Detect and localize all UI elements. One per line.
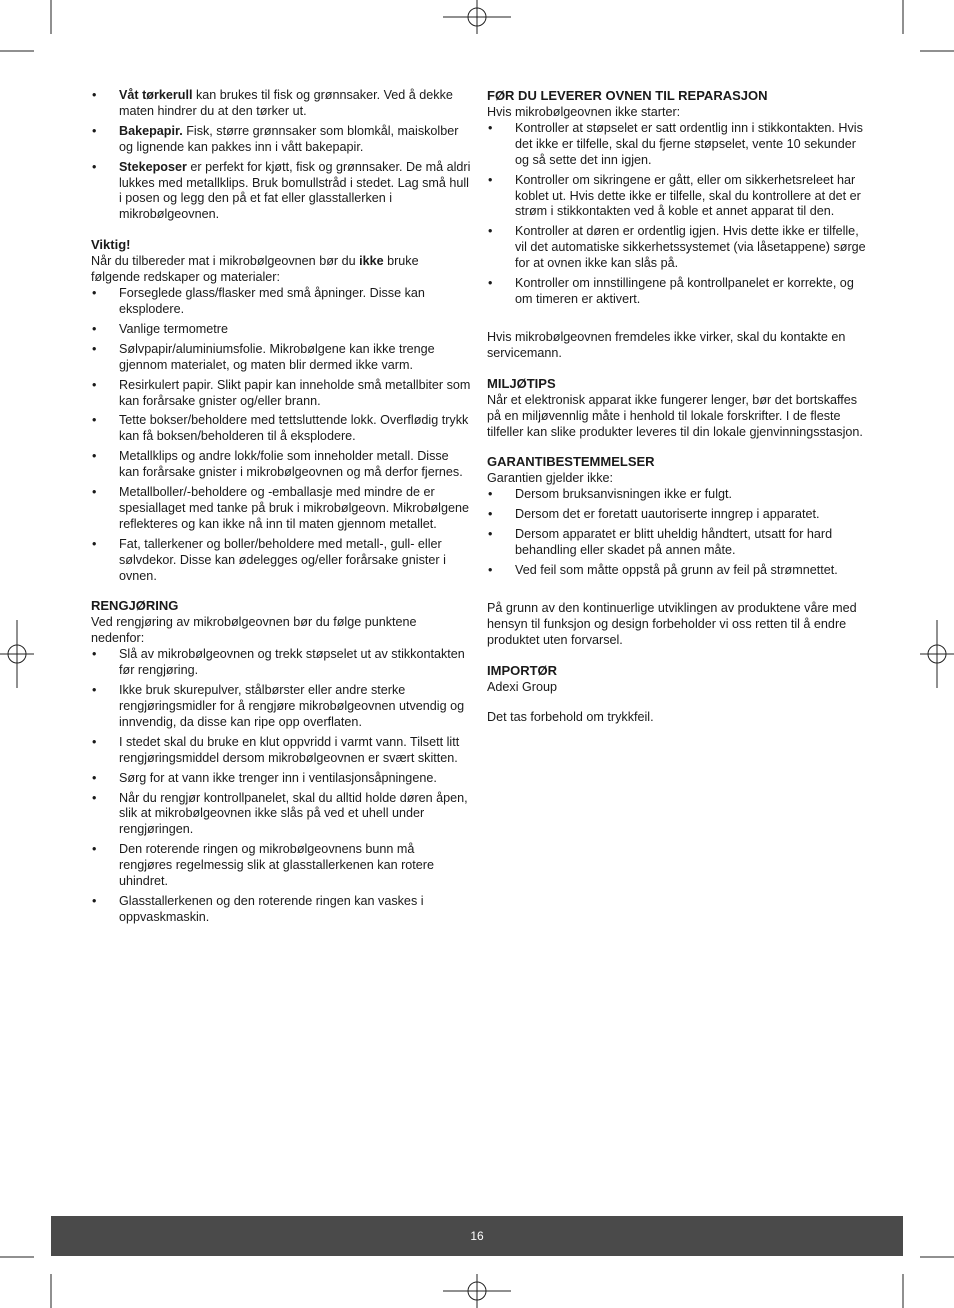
list-item (487, 276, 867, 308)
bullet: • (92, 842, 97, 857)
intro-text: Når du tilbereder mat i mikrobølgeovnen bør du (91, 254, 360, 269)
item-text: Kontroller om innstillingene på kontrollpanelet er korrekte, og om timeren er aktivert. (515, 276, 854, 306)
rengjoring-section (91, 598, 471, 925)
item-text: Den roterende ringen og mikrobølgeovnens bunn må rengjøres regelmessig slik at glasstallerkenen kan rotere uhindret. (119, 842, 434, 889)
term: Stekeposer (119, 159, 187, 174)
bullet: • (92, 770, 97, 785)
item-text: Forseglede glass/flasker med små åpninger. Disse kan eksplodere. (119, 286, 425, 316)
section-heading: MILJØTIPS (487, 375, 556, 391)
bullet: • (92, 377, 97, 392)
item-text: Resirkulert papir. Slikt papir kan inneholde små metallbiter som kan forårsake gnister og/eller brann. (119, 377, 471, 408)
item-text: Sørg for at vann ikke trenger inn i ventilasjonsåpningene. (119, 770, 437, 785)
item-text: Dersom det er foretatt uautoriserte inngrep i apparatet. (515, 507, 820, 522)
term: Bakepapir. (119, 123, 183, 138)
item-text: Fisk, større grønnsaker som blomkål, maiskolber og lignende kan pakkes inn i vått bakepapir. (119, 123, 459, 154)
bullet: • (92, 88, 97, 102)
reparasjon-list (487, 121, 867, 308)
section-text: Når et elektronisk apparat ikke fungerer lenger, bør det bortskaffes på en miljøvennlig måte i henhold til lokale forskrifter. I de fleste tilfeller kan slike produkter leveres til din lokale gjenvinningsstasjon. (487, 392, 863, 439)
list-item (91, 88, 471, 120)
list-item (487, 224, 867, 272)
bullet: • (92, 683, 97, 698)
list-item (487, 527, 867, 559)
list-item (91, 842, 471, 890)
list-item (91, 322, 471, 338)
list-item (91, 771, 471, 787)
bullet: • (92, 449, 97, 464)
item-text: Ved feil som måtte oppstå på grunn av feil på strømnettet. (515, 562, 838, 577)
section-intro: Garantien gjelder ikke: (487, 471, 614, 486)
item-text: kan brukes til fisk og grønnsaker. Ved å dekke maten hindrer du at den tørker ut. (119, 88, 453, 118)
list-item (91, 683, 471, 731)
item-text: Slå av mikrobølgeovnen og trekk støpselet ut av stikkontakten før rengjøring. (119, 647, 465, 678)
bullet: • (92, 790, 97, 805)
item-text: Kontroller at støpselet er satt ordentlig inn i stikkontakten. Hvis det ikke er tilfelle, skal du fjerne støpselet, vente 10 sekunder og så sette det inn igjen. (515, 120, 863, 167)
bullet: • (92, 485, 97, 500)
list-item (91, 647, 471, 679)
list-item (91, 894, 471, 926)
item-text: Sølvpapir/aluminiumsfolie. Mikrobølgene kan ikke trenge gjennom materialet, og maten blir dermed ikke varm. (119, 341, 435, 372)
bullet: • (488, 562, 493, 577)
list-item (91, 124, 471, 156)
bullet: • (92, 536, 97, 551)
item-text: Metallboller/-beholdere og -emballasje med mindre de er spesiallaget med tanke på bruk i mikrobølgeovn. Mikrobølgene reflekteres og kan ikke nå inn til maten gjennom metallet. (119, 485, 469, 531)
garanti-list (487, 487, 867, 579)
bullet: • (92, 159, 97, 174)
list-item (487, 121, 867, 169)
page-number: 16 (470, 1229, 484, 1243)
item-text: Ikke bruk skurepulver, stålbørster eller andre sterke rengjøringsmidler for å rengjøre mikrobølgeovnen utvendig og innvendig, da disse kan ripe opp overflaten. (119, 683, 465, 729)
bullet: • (488, 276, 493, 291)
section-outro: Hvis mikrobølgeovnen fremdeles ikke virker, skal du kontakte en servicemann. (487, 329, 846, 360)
garanti-section (487, 454, 867, 648)
section-intro: Hvis mikrobølgeovnen ikke starter: (487, 105, 681, 119)
bullet: • (92, 286, 97, 301)
bullet: • (92, 321, 97, 336)
item-text: Tette bokser/beholdere med tettsluttende lokk. Overflødig trykk kan få boksen/beholderen til å eksplodere. (119, 413, 469, 444)
list-item (487, 563, 867, 579)
bullet: • (488, 527, 493, 542)
list-item (91, 735, 471, 767)
bullet: • (92, 734, 97, 749)
section-heading: Viktig! (91, 237, 131, 253)
importor-section (487, 663, 867, 727)
item-text: Fat, tallerkener og boller/beholdere med metall-, gull- eller sølvdekor. Disse kan ødelegges og/eller forårsake gnister i ovnen. (119, 536, 446, 583)
item-text: Dersom bruksanvisningen ikke er fulgt. (515, 487, 732, 502)
section-heading: IMPORTØR (487, 662, 558, 678)
list-item (91, 286, 471, 318)
intro-list (91, 88, 471, 223)
section-heading: GARANTIBESTEMMELSER (487, 454, 655, 470)
list-item (91, 449, 471, 481)
list-item (91, 342, 471, 374)
item-text: Metallklips og andre lokk/folie som inneholder metall. Disse kan forårsake gnister i mikrobølgeovnen og må derfor fjernes. (119, 449, 463, 480)
intro-text: bruke følgende redskaper og materialer: (91, 254, 419, 285)
emphasis: ikke (359, 254, 384, 269)
item-text: Dersom apparatet er blitt uheldig håndtert, utsatt for hard behandling eller skadet på annen måte. (515, 527, 833, 558)
list-item (91, 378, 471, 410)
bullet: • (92, 647, 97, 662)
bullet: • (488, 172, 493, 187)
section-outro: På grunn av den kontinuerlige utviklingen av produktene våre med hensyn til funksjon og design forbeholder vi oss retten til å endre produktet uten forvarsel. (487, 600, 857, 647)
list-item (91, 537, 471, 585)
right-column (487, 88, 867, 726)
bullet: • (92, 413, 97, 428)
section-heading: RENGJØRING (91, 598, 179, 614)
section-intro (91, 254, 471, 286)
company-name: Adexi Group (487, 679, 558, 694)
bullet: • (488, 224, 493, 239)
bullet: • (488, 120, 493, 135)
section-intro: Ved rengjøring av mikrobølgeovnen bør du følge punktene nedenfor: (91, 615, 417, 646)
bullet: • (488, 507, 493, 522)
list-item (487, 507, 867, 523)
bullet: • (92, 341, 97, 356)
footer-bar (51, 1216, 903, 1256)
list-item (91, 791, 471, 839)
left-column (91, 88, 471, 930)
miljotips-section (487, 376, 867, 441)
item-text: Kontroller at døren er ordentlig igjen. Hvis dette ikke er tilfelle, vil det automatiske sikkerhetssystemet (via låsetappene) sørge for at ovnen ikke kan slås på. (515, 224, 866, 271)
bullet: • (92, 893, 97, 908)
disclaimer: Det tas forbehold om trykkfeil. (487, 710, 654, 725)
list-item (487, 487, 867, 503)
item-text: er perfekt for kjøtt, fisk og grønnsaker. De må aldri lukkes med metallklips. Bruk bomullstråd i stedet. Lag små hull i posen og legg den på et fat eller glasstallerken i mikrobølgeovnen. (119, 159, 471, 222)
list-item (91, 485, 471, 533)
term: Våt tørkerull (119, 88, 193, 102)
item-text: Glasstallerkenen og den roterende ringen kan vaskes i oppvaskmaskin. (119, 893, 424, 924)
rengjoring-list (91, 647, 471, 926)
item-text: Kontroller om sikringene er gått, eller om sikkerhetsreleet har koblet ut. Hvis dette ikke er tilfelle, skal du kontrollere at det er strøm i stikkontakten ved å koble et annet apparat til den. (515, 172, 861, 219)
viktig-section (91, 237, 471, 584)
viktig-list (91, 286, 471, 584)
bullet: • (92, 123, 97, 138)
item-text: I stedet skal du bruke en klut oppvridd i varmt vann. Tilsett litt rengjøringsmiddel dersom mikrobølgeovnen er svært skitten. (119, 734, 460, 765)
item-text: Vanlige termometre (119, 321, 228, 336)
reparasjon-section (487, 88, 867, 362)
item-text: Når du rengjør kontrollpanelet, skal du alltid holde døren åpen, slik at mikrobølgeovnen ikke slås på ved et uhell under rengjøringen. (119, 790, 468, 837)
list-item (91, 160, 471, 224)
section-heading: FØR DU LEVERER OVNEN TIL REPARASJON (487, 88, 768, 103)
list-item (487, 173, 867, 221)
bullet: • (488, 487, 493, 502)
list-item (91, 413, 471, 445)
